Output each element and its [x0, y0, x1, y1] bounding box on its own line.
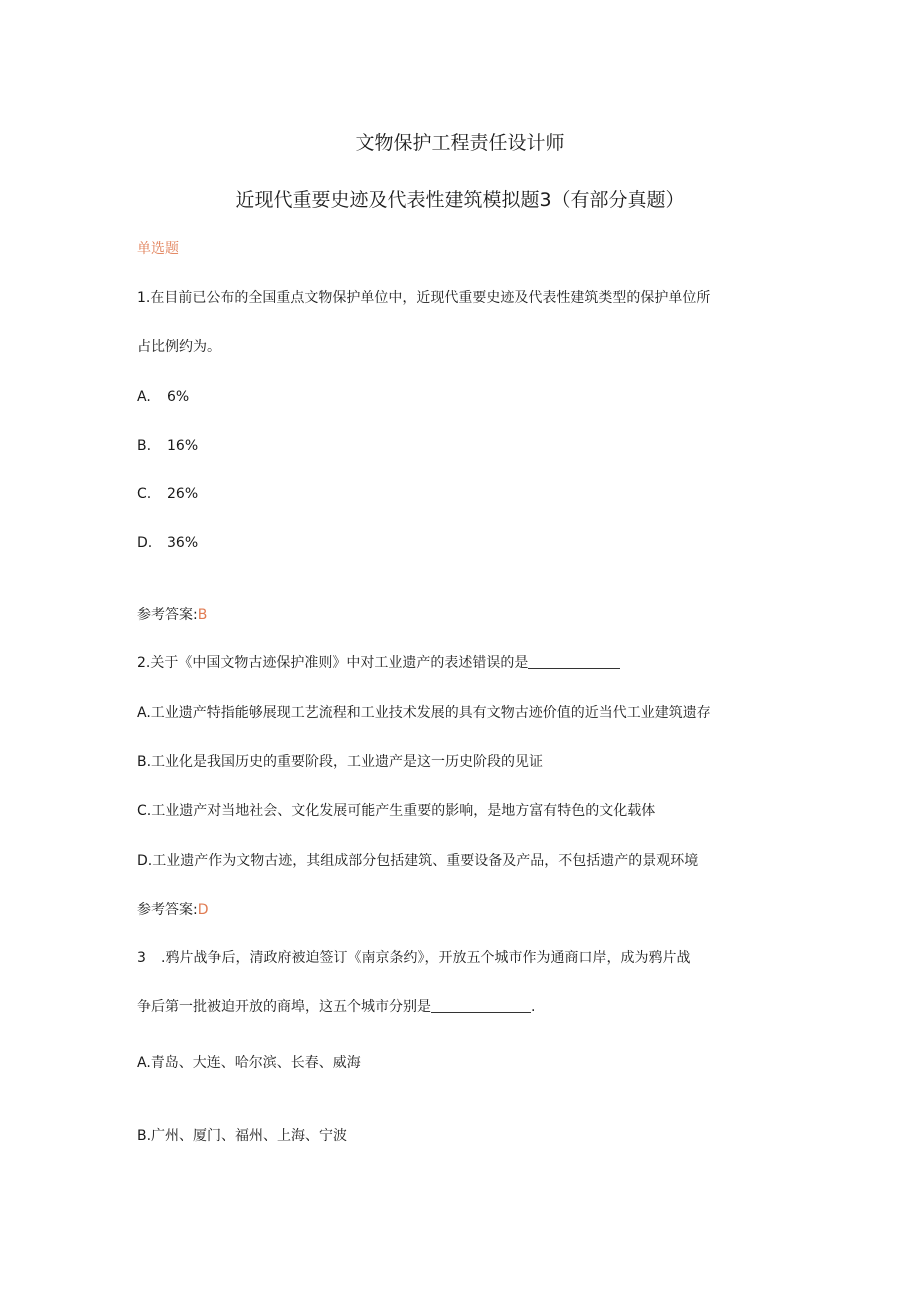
option-text: 26% — [167, 486, 199, 502]
q2-question: 2.关于《中国文物古迹保护准则》中对工业遗产的表述错误的是 — [137, 655, 529, 671]
q2-answer — [137, 900, 209, 920]
answer-label: 参考答案: — [137, 902, 198, 918]
q2-option-a: A.工业遗产特指能够展现工艺流程和工业技术发展的具有文物古迹价值的近当代工业建筑遗存 — [137, 705, 711, 721]
answer-value: B — [197, 607, 208, 623]
q1-option-d — [137, 533, 198, 553]
option-text: 36% — [167, 535, 199, 551]
q3-line1: .鸦片战争后，清政府被迫签订《南京条约》，开放五个城市作为通商口岸，成为鸦片战 — [161, 950, 691, 966]
q3-option-a: A.青岛、大连、哈尔滨、长春、威海 — [137, 1055, 361, 1071]
option-letter: B. — [137, 438, 152, 454]
section-label: 单选题 — [137, 241, 179, 257]
q1-option-b — [137, 436, 198, 456]
answer-blank — [431, 998, 531, 1013]
q3-text-line2 — [137, 997, 535, 1017]
q2-option-d: D.工业遗产作为文物古迹，其组成部分包括建筑、重要设备及产品，不包括遗产的景观环境 — [137, 853, 699, 869]
q3-text-line1 — [137, 948, 690, 968]
option-letter: A. — [137, 389, 151, 405]
q1-text-line1: 1.在目前已公布的全国重点文物保护单位中，近现代重要史迹及代表性建筑类型的保护单位所 — [137, 290, 711, 306]
q1-text-line2: 占比例约为。 — [137, 339, 221, 355]
document-subtitle: 近现代重要史迹及代表性建筑模拟题3（有部分真题） — [235, 189, 685, 211]
q1-option-c — [137, 484, 198, 504]
q3-line2: 争后第一批被迫开放的商埠，这五个城市分别是 — [137, 999, 431, 1015]
q2-text — [137, 653, 620, 673]
answer-label: 参考答案: — [137, 607, 198, 623]
document-title: 文物保护工程责任设计师 — [355, 132, 565, 154]
q3-option-b: B.广州、厦门、福州、上海、宁波 — [137, 1128, 348, 1144]
option-text: 6% — [167, 389, 190, 405]
answer-blank — [528, 654, 620, 669]
q1-option-a — [137, 387, 189, 407]
q2-option-b: B.工业化是我国历史的重要阶段，工业遗产是这一历史阶段的见证 — [137, 754, 544, 770]
option-text: 16% — [167, 438, 199, 454]
q3-number: 3 — [137, 950, 146, 966]
q1-answer — [137, 605, 207, 625]
option-letter: C. — [137, 486, 152, 502]
option-letter: D. — [137, 535, 153, 551]
q3-line2-end: . — [531, 999, 536, 1015]
answer-value: D — [197, 902, 209, 918]
q2-option-c: C.工业遗产对当地社会、文化发展可能产生重要的影响，是地方富有特色的文化载体 — [137, 803, 656, 819]
